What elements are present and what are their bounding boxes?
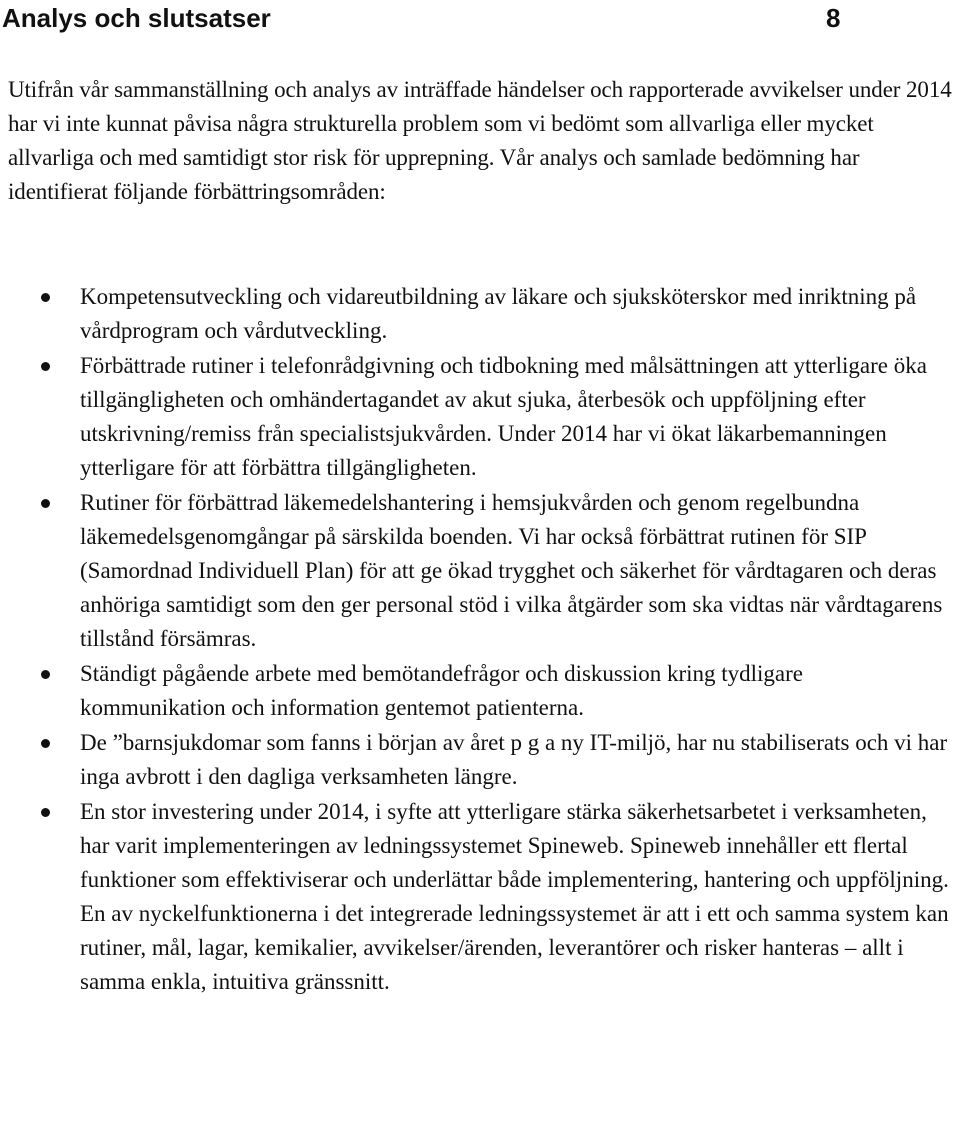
list-item [0,795,960,999]
page-number: 8 [826,3,841,33]
bullet-icon [41,293,50,302]
list-item [0,349,960,485]
list-item [0,657,960,725]
bullet-icon [41,670,50,679]
list-item-text: Ständigt pågående arbete med bemötandefrågor och diskussion kring tydligare kommunikation och information gentemot patienterna. [80,661,804,720]
list-item-text: De ”barnsjukdomar som fanns i början av året p g a ny IT-miljö, har nu stabiliserats och vi har inga avbrott i den dagliga verksamheten längre. [80,730,948,789]
heading-title: Analys och slutsatser [2,3,271,33]
bullet-icon [41,808,50,817]
list-item-text: Kompetensutveckling och vidareutbildning av läkare och sjuksköterskor med inriktning på vårdprogram och vårdutveckling. [80,284,917,343]
list-item [0,486,960,656]
intro-paragraph: Utifrån vår sammanställning och analys av inträffade händelser och rapporterade avvikelser under 2014 har vi inte kunnat påvisa några strukturella problem som vi bedömt som allvarliga eller mycket allvarliga och med samtidigt stor risk för upprepning. Vår analys och samlade bedömning har identifierat följande förbättringsområden: [8,77,952,204]
bullet-icon [41,362,50,371]
list-item [0,726,960,794]
list-item-text: Förbättrade rutiner i telefonrådgivning och tidbokning med målsättningen att ytterligare öka tillgängligheten och omhändertagandet av akut sjuka, återbesök och uppföljning efter utskrivning/remiss från specialistsjukvården. Under 2014 har vi ökat läkarbemanningen ytterligare för att förbättra tillgängligheten. [80,353,927,480]
list-item-text: Rutiner för förbättrad läkemedelshantering i hemsjukvården och genom regelbundna läkemedelsgenomgångar på särskilda boenden. Vi har också förbättrat rutinen för SIP (Samordnad Individuell Plan) för att ge ökad trygghet och säkerhet för vårdtagaren och deras anhöriga samtidigt som den ger personal stöd i vilka åtgärder som ska vidtas när vårdtagarens tillstånd försämras. [80,490,943,651]
list-item-text: En stor investering under 2014, i syfte att ytterligare stärka säkerhetsarbetet i verksamheten, har varit implementeringen av ledningssystemet Spineweb. Spineweb innehåller ett flertal funktioner som effektiviserar och underlättar både implementering, hantering och uppföljning. En av nyckelfunktionerna i det integrerade ledningssystemet är att i ett och samma system kan rutiner, mål, lagar, kemikalier, avvikelser/ärenden, leverantörer och risker hanteras – allt i samma enkla, intuitiva gränssnitt. [80,799,949,994]
bullet-icon [41,499,50,508]
section-heading [0,0,960,40]
bullet-icon [41,739,50,748]
improvement-list [0,280,960,1000]
list-item [0,280,960,348]
